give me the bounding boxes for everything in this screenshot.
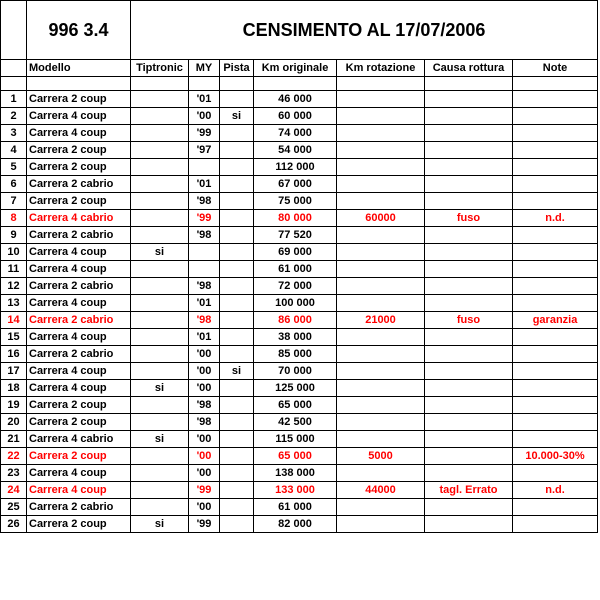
cell-causa-rottura	[425, 363, 513, 380]
cell-my: '01	[189, 176, 220, 193]
cell-note	[513, 125, 598, 142]
cell-pista	[220, 210, 254, 227]
cell-modello: Carrera 4 coup	[27, 244, 131, 261]
table-row	[1, 108, 598, 125]
cell-km-originale: 75 000	[254, 193, 337, 210]
cell-km-rotazione	[337, 397, 425, 414]
cell-note: garanzia	[513, 312, 598, 329]
page-title: CENSIMENTO AL 17/07/2006	[131, 1, 598, 60]
cell-my: '01	[189, 295, 220, 312]
table-row	[1, 278, 598, 295]
cell-km-originale: 61 000	[254, 261, 337, 278]
cell-causa-rottura	[425, 142, 513, 159]
cell-tiptronic	[131, 91, 189, 108]
cell-modello: Carrera 2 cabrio	[27, 278, 131, 295]
row-index: 11	[1, 261, 27, 278]
model-code: 996 3.4	[27, 1, 131, 60]
cell-causa-rottura	[425, 91, 513, 108]
row-index: 14	[1, 312, 27, 329]
column-header-row	[1, 60, 598, 77]
cell-my: '98	[189, 397, 220, 414]
cell-modello: Carrera 4 coup	[27, 125, 131, 142]
cell-tiptronic	[131, 397, 189, 414]
table-row	[1, 295, 598, 312]
table-row	[1, 193, 598, 210]
row-index: 26	[1, 516, 27, 533]
cell-pista	[220, 312, 254, 329]
cell-km-originale: 115 000	[254, 431, 337, 448]
header-pista: Pista	[220, 60, 254, 77]
data-rows	[1, 91, 598, 533]
cell-tiptronic: si	[131, 516, 189, 533]
cell-pista	[220, 125, 254, 142]
cell-km-rotazione	[337, 363, 425, 380]
cell-causa-rottura	[425, 159, 513, 176]
cell-my: '98	[189, 414, 220, 431]
cell-tiptronic	[131, 465, 189, 482]
cell-tiptronic	[131, 329, 189, 346]
table-row	[1, 312, 598, 329]
cell-modello: Carrera 2 coup	[27, 193, 131, 210]
row-index: 9	[1, 227, 27, 244]
cell-km-rotazione	[337, 278, 425, 295]
corner-cell	[1, 1, 27, 60]
table-row	[1, 363, 598, 380]
spacer-cell	[425, 77, 513, 91]
cell-pista	[220, 329, 254, 346]
table-row	[1, 499, 598, 516]
cell-my: '98	[189, 312, 220, 329]
cell-km-rotazione: 44000	[337, 482, 425, 499]
cell-km-originale: 133 000	[254, 482, 337, 499]
cell-tiptronic	[131, 261, 189, 278]
cell-km-originale: 38 000	[254, 329, 337, 346]
cell-causa-rottura	[425, 397, 513, 414]
spacer-cell	[220, 77, 254, 91]
cell-my: '98	[189, 193, 220, 210]
cell-km-originale: 77 520	[254, 227, 337, 244]
cell-km-rotazione	[337, 380, 425, 397]
cell-km-originale: 46 000	[254, 91, 337, 108]
cell-tiptronic	[131, 159, 189, 176]
cell-tiptronic: si	[131, 431, 189, 448]
cell-modello: Carrera 4 coup	[27, 295, 131, 312]
cell-my: '00	[189, 346, 220, 363]
cell-tiptronic	[131, 312, 189, 329]
cell-note: n.d.	[513, 482, 598, 499]
spacer-row	[1, 77, 598, 91]
cell-pista	[220, 346, 254, 363]
cell-my: '99	[189, 516, 220, 533]
cell-km-originale: 67 000	[254, 176, 337, 193]
cell-pista	[220, 397, 254, 414]
cell-pista	[220, 448, 254, 465]
cell-causa-rottura	[425, 329, 513, 346]
cell-causa-rottura	[425, 448, 513, 465]
cell-km-originale: 125 000	[254, 380, 337, 397]
cell-modello: Carrera 2 coup	[27, 159, 131, 176]
cell-modello: Carrera 2 cabrio	[27, 312, 131, 329]
header-note: Note	[513, 60, 598, 77]
cell-causa-rottura	[425, 244, 513, 261]
cell-note: n.d.	[513, 210, 598, 227]
cell-km-originale: 100 000	[254, 295, 337, 312]
cell-modello: Carrera 2 cabrio	[27, 176, 131, 193]
cell-tiptronic	[131, 414, 189, 431]
cell-pista	[220, 193, 254, 210]
row-index: 4	[1, 142, 27, 159]
cell-km-rotazione	[337, 499, 425, 516]
cell-note	[513, 363, 598, 380]
spacer-cell	[337, 77, 425, 91]
cell-pista	[220, 159, 254, 176]
cell-causa-rottura	[425, 516, 513, 533]
spacer-cell	[513, 77, 598, 91]
cell-km-rotazione: 5000	[337, 448, 425, 465]
cell-note	[513, 91, 598, 108]
cell-km-originale: 86 000	[254, 312, 337, 329]
cell-my	[189, 159, 220, 176]
cell-note	[513, 244, 598, 261]
spacer-cell	[27, 77, 131, 91]
cell-km-originale: 65 000	[254, 397, 337, 414]
table-row	[1, 210, 598, 227]
cell-km-originale: 72 000	[254, 278, 337, 295]
cell-causa-rottura	[425, 261, 513, 278]
cell-km-rotazione	[337, 346, 425, 363]
cell-note: 10.000-30%	[513, 448, 598, 465]
row-index: 22	[1, 448, 27, 465]
cell-causa-rottura	[425, 227, 513, 244]
header-km-rotazione: Km rotazione	[337, 60, 425, 77]
cell-note	[513, 465, 598, 482]
header-tiptronic: Tiptronic	[131, 60, 189, 77]
row-index: 25	[1, 499, 27, 516]
cell-tiptronic	[131, 295, 189, 312]
cell-tiptronic	[131, 176, 189, 193]
cell-my: '98	[189, 227, 220, 244]
cell-modello: Carrera 4 coup	[27, 108, 131, 125]
header-modello: Modello	[27, 60, 131, 77]
cell-causa-rottura	[425, 380, 513, 397]
cell-note	[513, 176, 598, 193]
table-row	[1, 414, 598, 431]
cell-my: '99	[189, 482, 220, 499]
row-index: 15	[1, 329, 27, 346]
cell-my: '97	[189, 142, 220, 159]
row-index: 12	[1, 278, 27, 295]
cell-pista	[220, 176, 254, 193]
cell-note	[513, 108, 598, 125]
cell-note	[513, 499, 598, 516]
cell-note	[513, 431, 598, 448]
cell-pista	[220, 414, 254, 431]
cell-km-rotazione	[337, 465, 425, 482]
cell-causa-rottura	[425, 465, 513, 482]
cell-pista	[220, 482, 254, 499]
cell-modello: Carrera 2 coup	[27, 142, 131, 159]
cell-modello: Carrera 4 coup	[27, 363, 131, 380]
cell-note	[513, 414, 598, 431]
cell-my: '99	[189, 210, 220, 227]
row-index: 16	[1, 346, 27, 363]
cell-my: '01	[189, 91, 220, 108]
cell-my: '00	[189, 448, 220, 465]
spacer-cell	[131, 77, 189, 91]
cell-modello: Carrera 2 coup	[27, 397, 131, 414]
cell-modello: Carrera 4 coup	[27, 380, 131, 397]
cell-causa-rottura	[425, 431, 513, 448]
cell-modello: Carrera 4 coup	[27, 482, 131, 499]
cell-tiptronic: si	[131, 244, 189, 261]
row-index: 18	[1, 380, 27, 397]
cell-km-rotazione	[337, 176, 425, 193]
table-row	[1, 465, 598, 482]
table-row	[1, 261, 598, 278]
cell-causa-rottura	[425, 346, 513, 363]
row-index: 1	[1, 91, 27, 108]
table-row	[1, 244, 598, 261]
cell-my: '00	[189, 499, 220, 516]
cell-tiptronic	[131, 210, 189, 227]
cell-pista	[220, 465, 254, 482]
row-index: 7	[1, 193, 27, 210]
cell-km-originale: 138 000	[254, 465, 337, 482]
cell-modello: Carrera 2 coup	[27, 516, 131, 533]
cell-modello: Carrera 4 coup	[27, 261, 131, 278]
cell-causa-rottura: fuso	[425, 312, 513, 329]
cell-pista	[220, 91, 254, 108]
cell-km-rotazione	[337, 295, 425, 312]
cell-causa-rottura	[425, 414, 513, 431]
table-row	[1, 176, 598, 193]
cell-km-rotazione	[337, 227, 425, 244]
cell-tiptronic	[131, 193, 189, 210]
cell-modello: Carrera 2 cabrio	[27, 346, 131, 363]
cell-km-originale: 74 000	[254, 125, 337, 142]
table-row	[1, 346, 598, 363]
cell-km-originale: 61 000	[254, 499, 337, 516]
table-row	[1, 329, 598, 346]
cell-pista	[220, 295, 254, 312]
cell-note	[513, 329, 598, 346]
cell-my	[189, 244, 220, 261]
cell-tiptronic	[131, 278, 189, 295]
cell-pista	[220, 278, 254, 295]
cell-km-rotazione	[337, 329, 425, 346]
row-index: 10	[1, 244, 27, 261]
cell-km-rotazione: 21000	[337, 312, 425, 329]
cell-km-rotazione	[337, 431, 425, 448]
table-row	[1, 397, 598, 414]
cell-note	[513, 193, 598, 210]
cell-km-originale: 54 000	[254, 142, 337, 159]
row-index: 3	[1, 125, 27, 142]
cell-km-originale: 69 000	[254, 244, 337, 261]
cell-pista	[220, 227, 254, 244]
cell-modello: Carrera 2 cabrio	[27, 499, 131, 516]
cell-pista: si	[220, 363, 254, 380]
cell-km-rotazione	[337, 244, 425, 261]
row-index: 2	[1, 108, 27, 125]
cell-note	[513, 142, 598, 159]
row-index: 24	[1, 482, 27, 499]
cell-km-rotazione	[337, 414, 425, 431]
table-row	[1, 482, 598, 499]
cell-causa-rottura	[425, 499, 513, 516]
cell-tiptronic	[131, 363, 189, 380]
table-row	[1, 159, 598, 176]
cell-my: '98	[189, 278, 220, 295]
cell-note	[513, 295, 598, 312]
cell-note	[513, 278, 598, 295]
cell-my: '01	[189, 329, 220, 346]
header-my: MY	[189, 60, 220, 77]
cell-modello: Carrera 2 coup	[27, 448, 131, 465]
cell-tiptronic	[131, 142, 189, 159]
cell-pista	[220, 380, 254, 397]
row-index: 5	[1, 159, 27, 176]
row-index: 6	[1, 176, 27, 193]
cell-km-originale: 80 000	[254, 210, 337, 227]
cell-my: '00	[189, 108, 220, 125]
header-causa-rottura: Causa rottura	[425, 60, 513, 77]
cell-tiptronic	[131, 482, 189, 499]
cell-my: '00	[189, 363, 220, 380]
row-index: 17	[1, 363, 27, 380]
table-row	[1, 380, 598, 397]
cell-my: '00	[189, 380, 220, 397]
table-row	[1, 516, 598, 533]
spacer-cell	[254, 77, 337, 91]
cell-note	[513, 227, 598, 244]
cell-pista: si	[220, 108, 254, 125]
row-index: 20	[1, 414, 27, 431]
cell-my	[189, 261, 220, 278]
header-index	[1, 60, 27, 77]
cell-pista	[220, 431, 254, 448]
cell-modello: Carrera 4 cabrio	[27, 210, 131, 227]
cell-km-originale: 65 000	[254, 448, 337, 465]
cell-modello: Carrera 4 coup	[27, 329, 131, 346]
cell-km-rotazione	[337, 125, 425, 142]
cell-pista	[220, 516, 254, 533]
cell-pista	[220, 142, 254, 159]
cell-tiptronic	[131, 227, 189, 244]
cell-causa-rottura	[425, 176, 513, 193]
row-index: 8	[1, 210, 27, 227]
cell-km-rotazione: 60000	[337, 210, 425, 227]
row-index: 19	[1, 397, 27, 414]
cell-km-originale: 42 500	[254, 414, 337, 431]
cell-note	[513, 261, 598, 278]
cell-my: '99	[189, 125, 220, 142]
cell-tiptronic	[131, 499, 189, 516]
cell-modello: Carrera 2 coup	[27, 414, 131, 431]
row-index: 21	[1, 431, 27, 448]
cell-km-rotazione	[337, 516, 425, 533]
table-row	[1, 227, 598, 244]
cell-causa-rottura	[425, 193, 513, 210]
cell-causa-rottura	[425, 295, 513, 312]
cell-km-originale: 70 000	[254, 363, 337, 380]
cell-km-originale: 82 000	[254, 516, 337, 533]
cell-causa-rottura	[425, 125, 513, 142]
cell-causa-rottura	[425, 108, 513, 125]
cell-note	[513, 380, 598, 397]
cell-causa-rottura: fuso	[425, 210, 513, 227]
cell-pista	[220, 499, 254, 516]
header-km-originale: Km originale	[254, 60, 337, 77]
cell-my: '00	[189, 465, 220, 482]
spacer-cell	[1, 77, 27, 91]
cell-km-originale: 60 000	[254, 108, 337, 125]
cell-km-originale: 112 000	[254, 159, 337, 176]
cell-km-rotazione	[337, 91, 425, 108]
cell-tiptronic	[131, 346, 189, 363]
cell-km-rotazione	[337, 261, 425, 278]
cell-tiptronic: si	[131, 380, 189, 397]
cell-note	[513, 159, 598, 176]
cell-tiptronic	[131, 108, 189, 125]
cell-km-originale: 85 000	[254, 346, 337, 363]
table-row	[1, 142, 598, 159]
row-index: 13	[1, 295, 27, 312]
cell-km-rotazione	[337, 108, 425, 125]
table-row	[1, 91, 598, 108]
row-index: 23	[1, 465, 27, 482]
cell-tiptronic	[131, 448, 189, 465]
cell-causa-rottura: tagl. Errato	[425, 482, 513, 499]
cell-modello: Carrera 2 coup	[27, 91, 131, 108]
cell-modello: Carrera 4 coup	[27, 465, 131, 482]
cell-km-rotazione	[337, 193, 425, 210]
cell-pista	[220, 244, 254, 261]
cell-pista	[220, 261, 254, 278]
cell-note	[513, 516, 598, 533]
table-row	[1, 448, 598, 465]
cell-causa-rottura	[425, 278, 513, 295]
cell-note	[513, 346, 598, 363]
cell-note	[513, 397, 598, 414]
table-row	[1, 125, 598, 142]
cell-tiptronic	[131, 125, 189, 142]
cell-km-rotazione	[337, 159, 425, 176]
cell-km-rotazione	[337, 142, 425, 159]
spacer-cell	[189, 77, 220, 91]
cell-my: '00	[189, 431, 220, 448]
cell-modello: Carrera 2 cabrio	[27, 227, 131, 244]
table-row	[1, 431, 598, 448]
title-row	[1, 1, 598, 60]
cell-modello: Carrera 4 cabrio	[27, 431, 131, 448]
